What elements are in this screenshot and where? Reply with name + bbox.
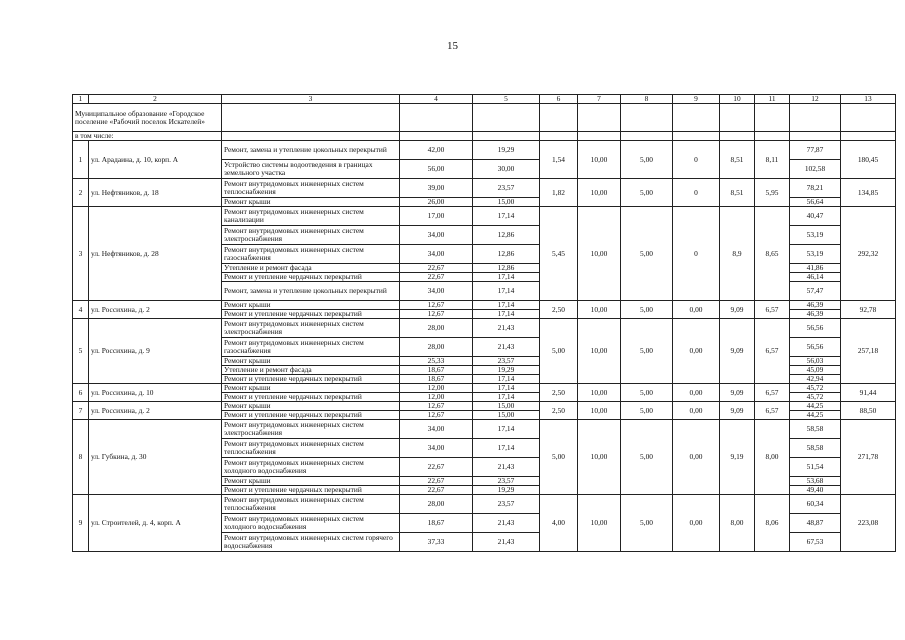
object-address: ул. Россихина, д. 2 — [89, 402, 222, 420]
column-number: 4 — [400, 95, 473, 104]
object-value-c8: 5,00 — [621, 141, 673, 179]
empty-cell — [673, 104, 720, 132]
empty-cell — [400, 104, 473, 132]
table-row — [73, 301, 896, 310]
program-table — [72, 94, 896, 552]
column-number: 7 — [578, 95, 621, 104]
column-number: 9 — [673, 95, 720, 104]
table-row — [73, 141, 896, 160]
empty-cell — [673, 132, 720, 141]
object-value-c9: 0,00 — [673, 319, 720, 384]
empty-cell — [621, 104, 673, 132]
work-value-col5: 17,14 — [473, 375, 540, 384]
object-value-c11: 6,57 — [755, 384, 790, 402]
work-name: Ремонт внутридомовых инженерных систем электроснабжения — [222, 420, 400, 439]
table-row — [73, 402, 896, 411]
object-number: 1 — [73, 141, 89, 179]
work-value-col5: 17,14 — [473, 301, 540, 310]
empty-cell — [540, 104, 578, 132]
object-value-c9: 0,00 — [673, 384, 720, 402]
work-value-col5: 12,86 — [473, 226, 540, 245]
object-value-c11: 6,57 — [755, 402, 790, 420]
object-value-c11: 6,57 — [755, 319, 790, 384]
work-value-col5: 17,14 — [473, 282, 540, 301]
work-value-col5: 17,14 — [473, 310, 540, 319]
object-value-c10: 9,09 — [720, 301, 755, 319]
work-value-col12: 58,58 — [790, 420, 841, 439]
work-value-col12: 56,56 — [790, 319, 841, 338]
work-value-col4: 12,67 — [400, 310, 473, 319]
work-value-col5: 23,57 — [473, 477, 540, 486]
work-value-col12: 56,64 — [790, 198, 841, 207]
work-value-col4: 18,67 — [400, 375, 473, 384]
including-row — [73, 132, 896, 141]
work-name: Ремонт и утепление чердачных перекрытий — [222, 375, 400, 384]
object-address: ул. Арадаина, д. 10, корп. А — [89, 141, 222, 179]
empty-cell — [790, 104, 841, 132]
empty-cell — [222, 104, 400, 132]
work-value-col4: 12,67 — [400, 301, 473, 310]
work-name: Ремонт внутридомовых инженерных систем холодного водоснабжения — [222, 458, 400, 477]
work-value-col12: 53,19 — [790, 226, 841, 245]
work-name: Ремонт и утепление чердачных перекрытий — [222, 310, 400, 319]
work-value-col4: 22,67 — [400, 458, 473, 477]
empty-cell — [621, 132, 673, 141]
object-total: 91,44 — [841, 384, 896, 402]
work-value-col12: 46,39 — [790, 310, 841, 319]
object-value-c7: 10,00 — [578, 384, 621, 402]
municipality-row — [73, 104, 896, 132]
work-value-col4: 34,00 — [400, 226, 473, 245]
object-number: 6 — [73, 384, 89, 402]
table-row — [73, 495, 896, 514]
object-value-c10: 9,09 — [720, 402, 755, 420]
object-value-c11: 8,06 — [755, 495, 790, 552]
work-value-col5: 17,14 — [473, 420, 540, 439]
work-value-col12: 40,47 — [790, 207, 841, 226]
object-value-c6: 1,54 — [540, 141, 578, 179]
object-value-c10: 8,51 — [720, 141, 755, 179]
work-value-col5: 17,14 — [473, 207, 540, 226]
column-number: 5 — [473, 95, 540, 104]
object-value-c10: 8,00 — [720, 495, 755, 552]
object-value-c9: 0 — [673, 207, 720, 301]
work-value-col12: 49,40 — [790, 486, 841, 495]
work-value-col12: 42,94 — [790, 375, 841, 384]
object-number: 3 — [73, 207, 89, 301]
work-value-col5: 17,14 — [473, 393, 540, 402]
object-value-c10: 9,19 — [720, 420, 755, 495]
object-total: 134,85 — [841, 179, 896, 207]
work-value-col5: 17,14 — [473, 384, 540, 393]
object-total: 88,50 — [841, 402, 896, 420]
work-name: Ремонт внутридомовых инженерных систем газоснабжения — [222, 245, 400, 264]
work-value-col4: 37,33 — [400, 533, 473, 552]
object-total: 92,78 — [841, 301, 896, 319]
object-total: 271,78 — [841, 420, 896, 495]
work-value-col4: 34,00 — [400, 282, 473, 301]
work-value-col4: 22,67 — [400, 486, 473, 495]
work-value-col5: 12,86 — [473, 245, 540, 264]
object-value-c8: 5,00 — [621, 301, 673, 319]
work-value-col4: 12,67 — [400, 402, 473, 411]
work-value-col12: 67,53 — [790, 533, 841, 552]
work-value-col4: 22,67 — [400, 477, 473, 486]
empty-cell — [473, 132, 540, 141]
object-address: ул. Нефтяников, д. 18 — [89, 179, 222, 207]
work-value-col4: 12,00 — [400, 384, 473, 393]
empty-cell — [790, 132, 841, 141]
work-name: Ремонт крыши — [222, 402, 400, 411]
column-number: 8 — [621, 95, 673, 104]
work-value-col12: 77,87 — [790, 141, 841, 160]
work-value-col4: 28,00 — [400, 338, 473, 357]
work-value-col12: 78,21 — [790, 179, 841, 198]
work-value-col5: 17,14 — [473, 273, 540, 282]
work-name: Ремонт крыши — [222, 384, 400, 393]
table-row — [73, 207, 896, 226]
work-value-col5: 12,86 — [473, 264, 540, 273]
object-address: ул. Россихина, д. 2 — [89, 301, 222, 319]
work-value-col5: 21,43 — [473, 338, 540, 357]
work-value-col12: 46,14 — [790, 273, 841, 282]
work-name: Ремонт внутридомовых инженерных систем горячего водоснабжения — [222, 533, 400, 552]
work-name: Ремонт внутридомовых инженерных систем газоснабжения — [222, 338, 400, 357]
object-value-c7: 10,00 — [578, 420, 621, 495]
object-value-c9: 0,00 — [673, 420, 720, 495]
work-value-col12: 45,09 — [790, 366, 841, 375]
work-name: Ремонт внутридомовых инженерных систем теплоснабжения — [222, 439, 400, 458]
work-name: Ремонт внутридомовых инженерных систем теплоснабжения — [222, 495, 400, 514]
work-value-col12: 58,58 — [790, 439, 841, 458]
work-value-col4: 17,00 — [400, 207, 473, 226]
object-total: 223,08 — [841, 495, 896, 552]
object-value-c7: 10,00 — [578, 495, 621, 552]
empty-cell — [841, 132, 896, 141]
work-value-col4: 25,33 — [400, 357, 473, 366]
work-value-col4: 39,00 — [400, 179, 473, 198]
object-value-c7: 10,00 — [578, 319, 621, 384]
work-value-col12: 56,03 — [790, 357, 841, 366]
object-address: ул. Нефтяников, д. 28 — [89, 207, 222, 301]
work-value-col5: 15,00 — [473, 411, 540, 420]
object-value-c6: 4,00 — [540, 495, 578, 552]
work-value-col5: 21,43 — [473, 458, 540, 477]
column-number: 13 — [841, 95, 896, 104]
work-name: Ремонт крыши — [222, 477, 400, 486]
work-value-col5: 15,00 — [473, 198, 540, 207]
work-value-col12: 45,72 — [790, 384, 841, 393]
object-value-c10: 8,9 — [720, 207, 755, 301]
work-name: Ремонт и утепление чердачных перекрытий — [222, 273, 400, 282]
empty-cell — [222, 132, 400, 141]
work-value-col12: 102,58 — [790, 160, 841, 179]
work-value-col4: 18,67 — [400, 366, 473, 375]
object-value-c10: 9,09 — [720, 319, 755, 384]
object-value-c6: 2,50 — [540, 402, 578, 420]
work-value-col12: 44,25 — [790, 411, 841, 420]
object-value-c8: 5,00 — [621, 207, 673, 301]
object-address: ул. Губкина, д. 30 — [89, 420, 222, 495]
work-value-col5: 21,43 — [473, 514, 540, 533]
column-number: 1 — [73, 95, 89, 104]
object-number: 7 — [73, 402, 89, 420]
object-number: 4 — [73, 301, 89, 319]
table-body — [73, 95, 896, 552]
object-value-c6: 5,00 — [540, 420, 578, 495]
work-value-col12: 57,47 — [790, 282, 841, 301]
column-number: 11 — [755, 95, 790, 104]
object-value-c11: 8,11 — [755, 141, 790, 179]
work-name: Ремонт внутридомовых инженерных систем электроснабжения — [222, 226, 400, 245]
work-value-col4: 12,00 — [400, 393, 473, 402]
work-value-col5: 19,29 — [473, 141, 540, 160]
work-value-col5: 19,29 — [473, 486, 540, 495]
including-label: в том числе: — [73, 132, 222, 141]
work-value-col5: 21,43 — [473, 533, 540, 552]
empty-cell — [755, 104, 790, 132]
object-value-c9: 0 — [673, 179, 720, 207]
object-value-c6: 5,00 — [540, 319, 578, 384]
work-name: Ремонт внутридомовых инженерных систем канализации — [222, 207, 400, 226]
work-name: Ремонт крыши — [222, 301, 400, 310]
empty-cell — [720, 132, 755, 141]
object-value-c6: 1,82 — [540, 179, 578, 207]
object-value-c8: 5,00 — [621, 384, 673, 402]
work-value-col5: 21,43 — [473, 319, 540, 338]
object-value-c10: 8,51 — [720, 179, 755, 207]
empty-cell — [540, 132, 578, 141]
column-number: 12 — [790, 95, 841, 104]
municipality-name: Муниципальное образование «Городское поселение «Рабочий поселок Искателей» — [73, 104, 222, 132]
work-value-col5: 30,00 — [473, 160, 540, 179]
object-total: 292,32 — [841, 207, 896, 301]
work-value-col4: 28,00 — [400, 319, 473, 338]
work-value-col4: 12,67 — [400, 411, 473, 420]
object-value-c6: 5,45 — [540, 207, 578, 301]
work-value-col5: 15,00 — [473, 402, 540, 411]
work-value-col12: 44,25 — [790, 402, 841, 411]
object-number: 5 — [73, 319, 89, 384]
work-name: Ремонт крыши — [222, 357, 400, 366]
object-value-c11: 8,65 — [755, 207, 790, 301]
object-value-c9: 0 — [673, 141, 720, 179]
object-address: ул. Россихина, д. 9 — [89, 319, 222, 384]
work-value-col4: 34,00 — [400, 245, 473, 264]
object-number: 2 — [73, 179, 89, 207]
work-value-col12: 53,19 — [790, 245, 841, 264]
object-value-c7: 10,00 — [578, 179, 621, 207]
column-number: 6 — [540, 95, 578, 104]
work-name: Ремонт, замена и утепление цокольных перекрытий — [222, 141, 400, 160]
empty-cell — [578, 104, 621, 132]
object-address: ул. Строителей, д. 4, корп. А — [89, 495, 222, 552]
empty-cell — [841, 104, 896, 132]
object-value-c8: 5,00 — [621, 319, 673, 384]
object-value-c9: 0,00 — [673, 301, 720, 319]
object-value-c11: 6,57 — [755, 301, 790, 319]
work-name: Утепление и ремонт фасада — [222, 366, 400, 375]
object-value-c8: 5,00 — [621, 495, 673, 552]
object-value-c7: 10,00 — [578, 141, 621, 179]
table-row — [73, 384, 896, 393]
work-value-col12: 48,87 — [790, 514, 841, 533]
object-total: 180,45 — [841, 141, 896, 179]
work-value-col4: 34,00 — [400, 439, 473, 458]
work-name: Ремонт и утепление чердачных перекрытий — [222, 411, 400, 420]
work-value-col4: 22,67 — [400, 273, 473, 282]
work-value-col12: 51,54 — [790, 458, 841, 477]
column-number: 3 — [222, 95, 400, 104]
column-number-row — [73, 95, 896, 104]
work-value-col12: 60,34 — [790, 495, 841, 514]
work-value-col4: 18,67 — [400, 514, 473, 533]
work-value-col12: 56,56 — [790, 338, 841, 357]
work-name: Ремонт внутридомовых инженерных систем теплоснабжения — [222, 179, 400, 198]
work-name: Ремонт и утепление чердачных перекрытий — [222, 486, 400, 495]
work-value-col4: 56,00 — [400, 160, 473, 179]
work-name: Ремонт, замена и утепление цокольных перекрытий — [222, 282, 400, 301]
work-value-col5: 17,14 — [473, 439, 540, 458]
object-number: 8 — [73, 420, 89, 495]
work-value-col5: 23,57 — [473, 357, 540, 366]
column-number: 2 — [89, 95, 222, 104]
page-number: 15 — [447, 40, 458, 52]
work-value-col4: 34,00 — [400, 420, 473, 439]
object-value-c9: 0,00 — [673, 402, 720, 420]
work-name: Утепление и ремонт фасада — [222, 264, 400, 273]
work-value-col12: 41,86 — [790, 264, 841, 273]
empty-cell — [400, 132, 473, 141]
empty-cell — [578, 132, 621, 141]
table-row — [73, 319, 896, 338]
table-row — [73, 420, 896, 439]
work-value-col4: 26,00 — [400, 198, 473, 207]
object-value-c9: 0,00 — [673, 495, 720, 552]
work-value-col5: 23,57 — [473, 495, 540, 514]
work-name: Ремонт крыши — [222, 198, 400, 207]
empty-cell — [720, 104, 755, 132]
empty-cell — [755, 132, 790, 141]
work-name: Устройство системы водоотведения в границах земельного участка — [222, 160, 400, 179]
object-value-c6: 2,50 — [540, 384, 578, 402]
object-value-c8: 5,00 — [621, 420, 673, 495]
work-value-col4: 28,00 — [400, 495, 473, 514]
object-value-c8: 5,00 — [621, 402, 673, 420]
object-number: 9 — [73, 495, 89, 552]
work-value-col4: 22,67 — [400, 264, 473, 273]
work-name: Ремонт и утепление чердачных перекрытий — [222, 393, 400, 402]
object-address: ул. Россихина, д. 10 — [89, 384, 222, 402]
empty-cell — [473, 104, 540, 132]
work-value-col12: 45,72 — [790, 393, 841, 402]
work-value-col4: 42,00 — [400, 141, 473, 160]
work-value-col12: 53,68 — [790, 477, 841, 486]
object-value-c6: 2,50 — [540, 301, 578, 319]
object-value-c11: 5,95 — [755, 179, 790, 207]
work-name: Ремонт внутридомовых инженерных систем электроснабжения — [222, 319, 400, 338]
work-value-col5: 19,29 — [473, 366, 540, 375]
object-value-c7: 10,00 — [578, 301, 621, 319]
object-value-c7: 10,00 — [578, 402, 621, 420]
object-value-c11: 8,00 — [755, 420, 790, 495]
column-number: 10 — [720, 95, 755, 104]
work-value-col5: 23,57 — [473, 179, 540, 198]
object-value-c8: 5,00 — [621, 179, 673, 207]
object-value-c7: 10,00 — [578, 207, 621, 301]
object-value-c10: 9,09 — [720, 384, 755, 402]
work-value-col12: 46,39 — [790, 301, 841, 310]
object-total: 257,18 — [841, 319, 896, 384]
work-name: Ремонт внутридомовых инженерных систем холодного водоснабжения — [222, 514, 400, 533]
table-row — [73, 179, 896, 198]
